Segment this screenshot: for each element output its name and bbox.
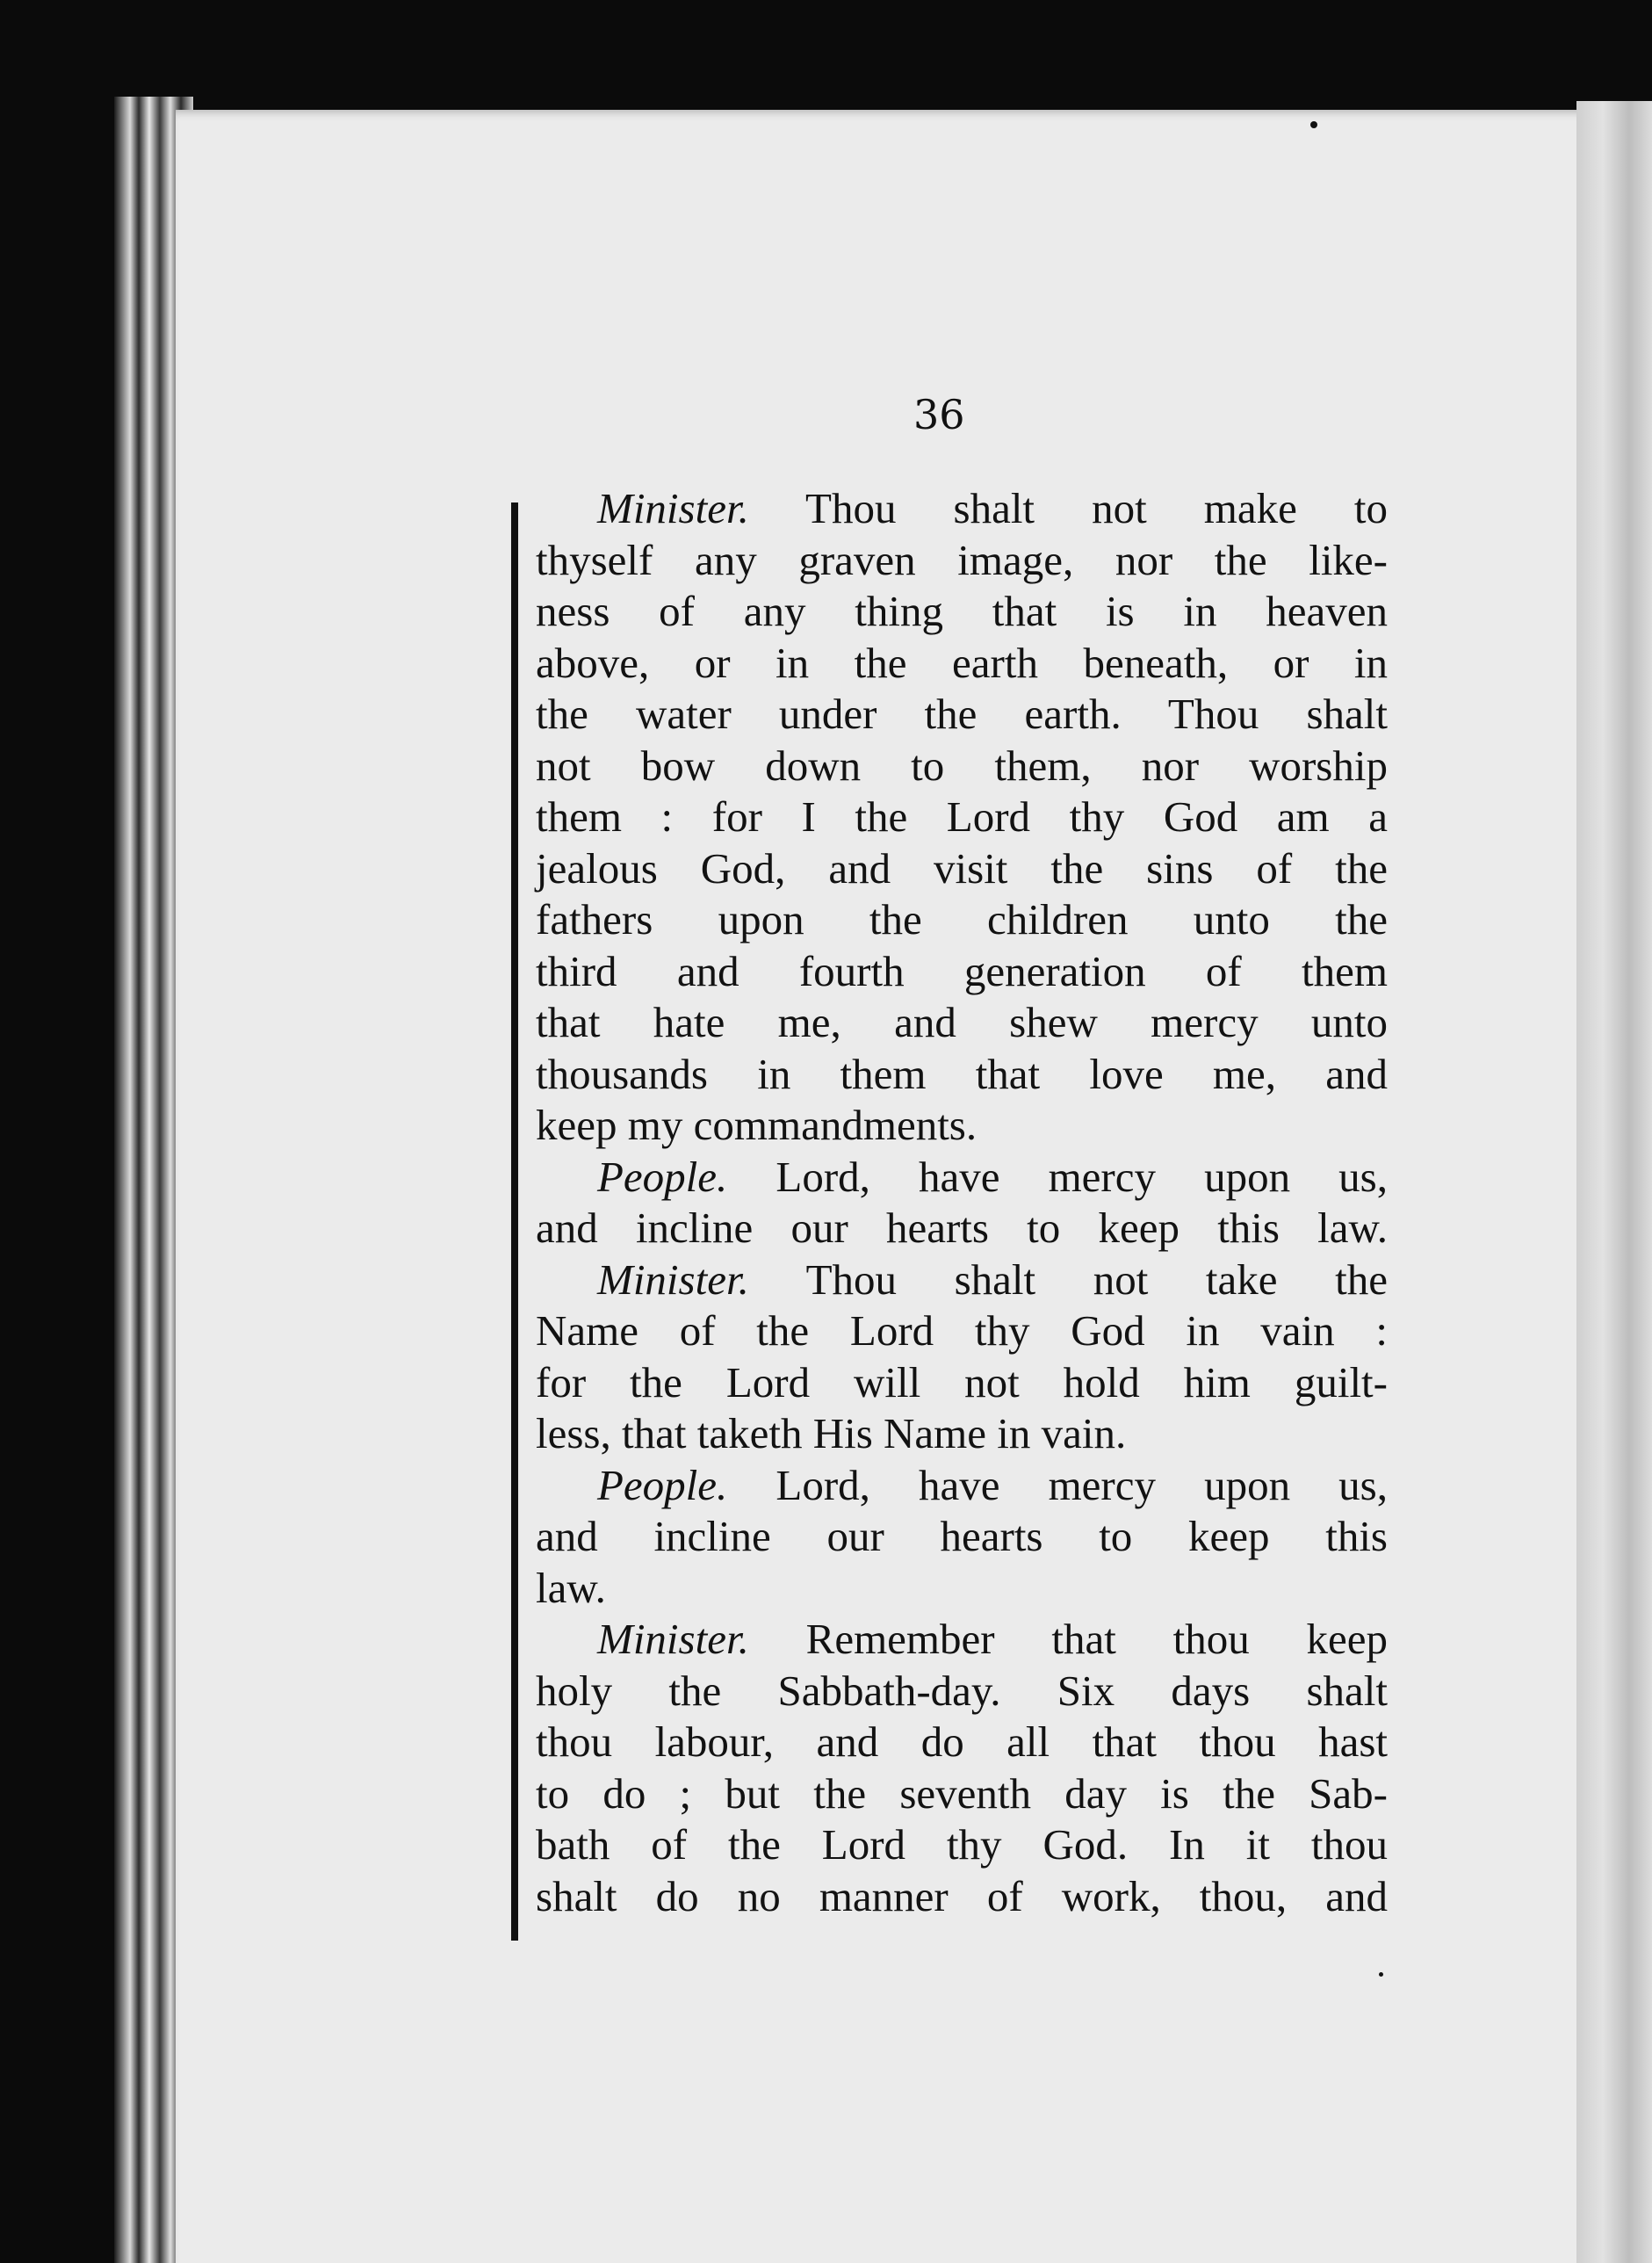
- text-line: keep my commandments.: [536, 1101, 977, 1149]
- text-line: that hate me, and shew mercy unto: [536, 998, 1388, 1046]
- text-line: shalt do no manner of work, thou, and: [536, 1871, 1388, 1920]
- ink-speck: [1379, 1972, 1383, 1977]
- speaker-label: People.: [597, 1460, 728, 1509]
- ink-speck: [1310, 121, 1317, 128]
- text-line: and incline our hearts to keep this: [536, 1512, 1388, 1560]
- text-line: third and fourth generation of them: [536, 946, 1388, 995]
- margin-rule: [511, 502, 518, 1941]
- text-line: thyself any graven image, nor the like-: [536, 535, 1388, 584]
- text-line: ness of any thing that is in heaven: [536, 587, 1388, 635]
- text-line: Name of the Lord thy God in vain :: [536, 1306, 1388, 1355]
- text-line: Minister. Thou shalt not take the: [597, 1254, 1388, 1304]
- page-number: 36: [913, 391, 965, 438]
- text-line: for the Lord will not hold him guilt-: [536, 1357, 1388, 1406]
- text-line: to do ; but the seventh day is the Sab-: [536, 1768, 1388, 1818]
- text-line: above, or in the earth beneath, or in: [536, 638, 1388, 687]
- text-line: holy the Sabbath-day. Six days shalt: [536, 1666, 1388, 1715]
- text-line: not bow down to them, nor worship: [536, 741, 1388, 790]
- text-line: less, that taketh His Name in vain.: [536, 1409, 1127, 1457]
- text-line: law.: [536, 1563, 606, 1612]
- text-line: Minister. Thou shalt not make to: [597, 484, 1388, 532]
- text-line: jealous God, and visit the sins of the: [536, 843, 1388, 893]
- text-line: People. Lord, have mercy upon us,: [597, 1460, 1388, 1509]
- speaker-label: Minister.: [597, 1615, 749, 1663]
- text-line: Minister. Remember that thou keep: [597, 1615, 1388, 1663]
- liturgy-text: [536, 483, 1388, 1922]
- speaker-label: Minister.: [597, 484, 749, 532]
- text-line: fathers upon the children unto the: [536, 895, 1388, 944]
- facing-page-edge: [1576, 101, 1652, 2263]
- text-line: the water under the earth. Thou shalt: [536, 690, 1388, 738]
- text-line: People. Lord, have mercy upon us,: [597, 1152, 1388, 1201]
- text-line: and incline our hearts to keep this law.: [536, 1204, 1388, 1252]
- text-line: them : for I the Lord thy God am a: [536, 792, 1388, 841]
- text-line: bath of the Lord thy God. In it thou: [536, 1820, 1388, 1869]
- text-line: thousands in them that love me, and: [536, 1049, 1388, 1098]
- text-line: thou labour, and do all that thou hast: [536, 1717, 1388, 1766]
- speaker-label: People.: [597, 1152, 728, 1201]
- speaker-label: Minister.: [597, 1254, 749, 1304]
